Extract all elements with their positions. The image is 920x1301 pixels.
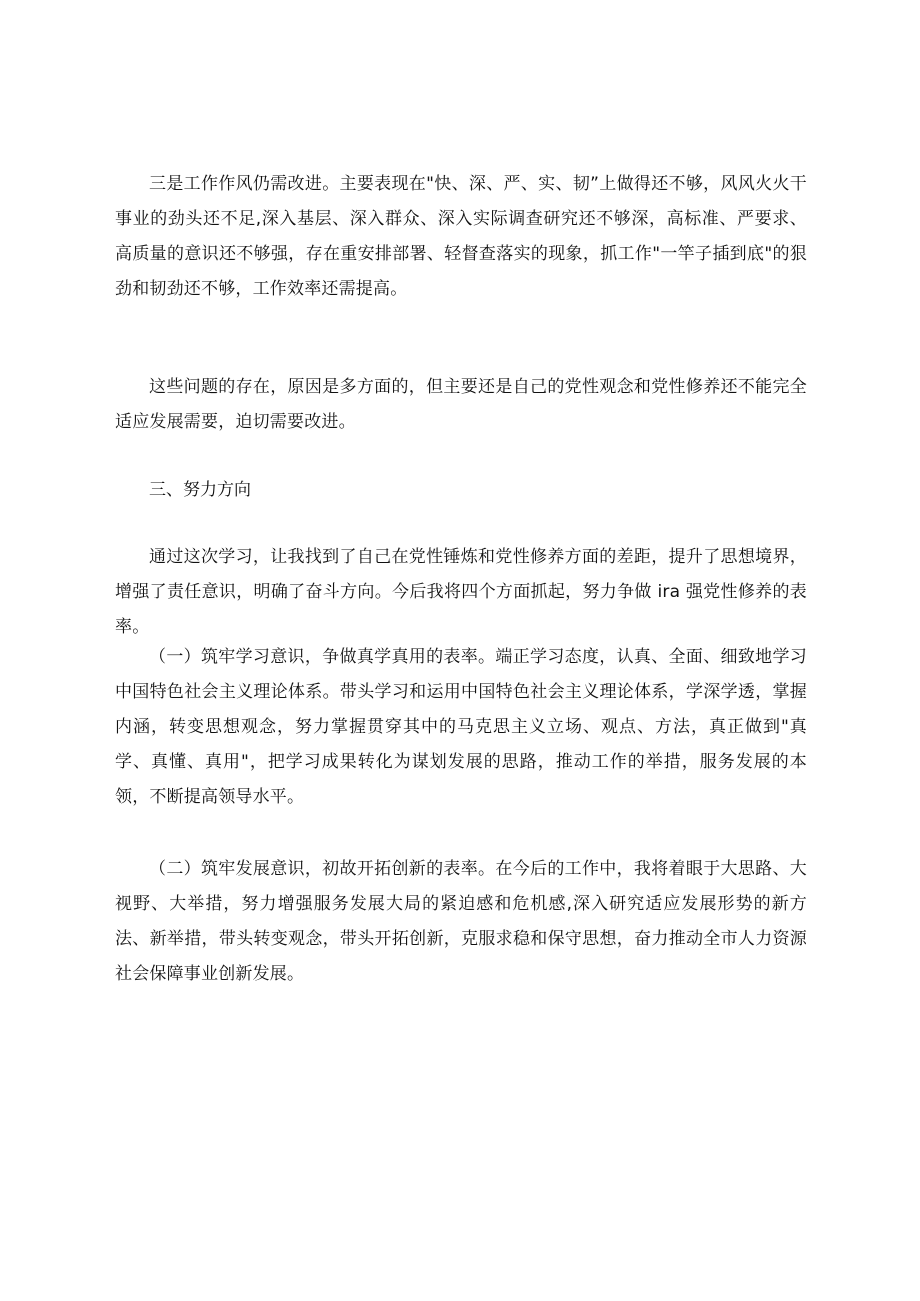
paragraph-development-awareness: （二）筑牢发展意识，初故开拓创新的表率。在今后的工作中，我将着眼于大思路、大视野、大举措，努力增强服务发展大局的紧迫感和危机感,深入研究适应发展形势的新方法、新举措，带头转变观念，带头开拓创新，克服求稳和保守思想，奋力推动全市人力资源社会保障事业创新发展。 [115, 859, 807, 984]
paragraph-study-gains: 通过这次学习，让我找到了自己在党性锤炼和党性修养方面的差距，提升了思想境界，增强了责任意识，明确了奋斗方向。今后我将四个方面抓起，努力争做 ira 强党性修养的表率。 [115, 547, 807, 637]
paragraph-causes: 这些问题的存在，原因是多方面的，但主要还是自己的党性观念和党性修养还不能完全适应发展需要，迫切需要改进。 [115, 377, 807, 432]
paragraph-learning-awareness: （一）筑牢学习意识，争做真学真用的表率。端正学习态度，认真、全面、细致地学习中国特色社会主义理论体系。带头学习和运用中国特色社会主义理论体系，学深学透，掌握内涵，转变思想观念，努力掌握贯穿其中的马克思主义立场、观点、方法，真正做到"真学、真懂、真用"，把学习成果转化为谋划发展的思路，推动工作的举措，服务发展的本领，不断提高领导水平。 [115, 647, 807, 807]
section-heading: 三、努力方向 [149, 480, 251, 500]
paragraph-work-style: 三是工作作风仍需改进。主要表现在"快、深、严、实、韧”上做得还不够，风风火火干事业的劲头还不足,深入基层、深入群众、深入实际调查研究还不够深，高标准、严要求、高质量的意识还不够强，存在重安排部署、轻督查落实的现象，抓工作"一竿子插到底"的狠劲和韧劲还不够，工作效率还需提高。 [115, 174, 807, 299]
